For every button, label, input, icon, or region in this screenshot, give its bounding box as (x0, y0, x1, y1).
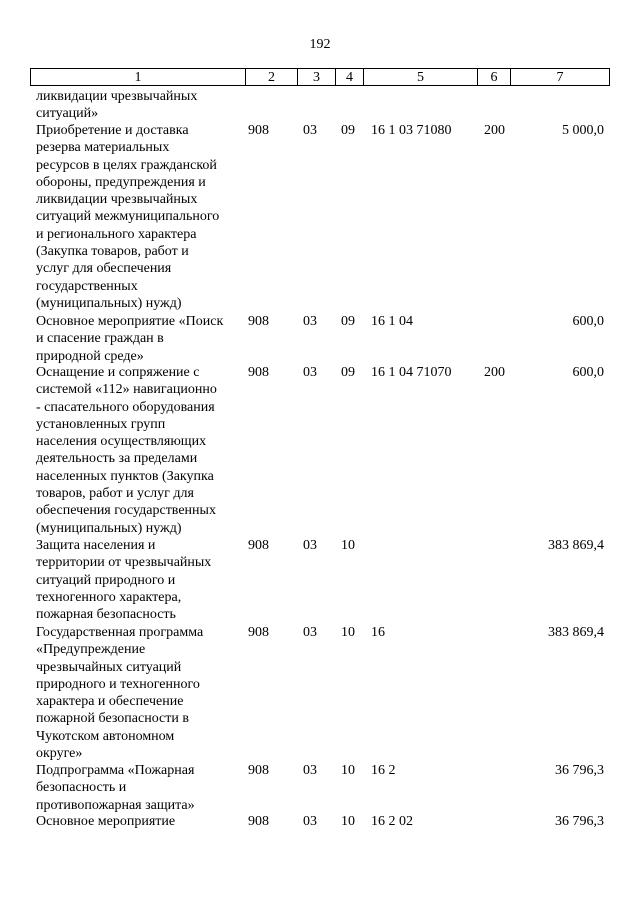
row-cell-c7: 36 796,3 (555, 763, 604, 778)
header-col-1: 1 (31, 69, 246, 85)
row-cell-c6: 200 (484, 365, 505, 380)
header-col-5: 5 (364, 69, 478, 85)
row-cell-c3: 03 (303, 123, 317, 138)
row-cell-c4: 09 (341, 314, 355, 329)
table-header (30, 68, 610, 86)
row-cell-c5: 16 1 03 71080 (371, 123, 452, 138)
row-description (36, 313, 248, 365)
row-cell-c7: 36 796,3 (555, 814, 604, 829)
description-line: ликвидации чрезвычайных (36, 89, 198, 104)
description-line: Чукотском автономном (36, 728, 175, 744)
description-line: Защита населения и (36, 538, 156, 553)
row-description (36, 762, 248, 814)
description-line: государственных (36, 278, 138, 294)
row-cell-c4: 10 (341, 814, 355, 829)
description-line: и регионального характера (36, 226, 197, 242)
row-cell-c2: 908 (248, 365, 269, 380)
row-cell-c5: 16 (371, 625, 385, 640)
row-cell-c7: 383 869,4 (548, 625, 604, 640)
description-line: характера и обеспечение (36, 694, 184, 710)
row-cell-c3: 03 (303, 365, 317, 380)
row-description (36, 624, 248, 762)
description-line: населенных пунктов (Закупка (36, 468, 214, 484)
row-cell-c3: 03 (303, 625, 317, 640)
row-description (36, 122, 248, 312)
description-line: деятельность за пределами (36, 451, 198, 467)
description-line: населения осуществляющих (36, 434, 207, 450)
description-line: (Закупка товаров, работ и (36, 244, 189, 260)
description-line: обеспечения государственных (36, 503, 216, 519)
row-cell-c5: 16 2 (371, 763, 396, 778)
description-line: резерва материальных (36, 140, 170, 156)
header-col-6: 6 (478, 69, 511, 85)
row-cell-c5: 16 1 04 71070 (371, 365, 452, 380)
description-line: Оснащение и сопряжение с (36, 365, 200, 380)
description-line: пожарной безопасности в (36, 711, 189, 727)
row-cell-c4: 09 (341, 365, 355, 380)
row-cell-c7: 5 000,0 (562, 123, 604, 138)
header-col-4: 4 (336, 69, 364, 85)
row-cell-c5: 16 1 04 (371, 314, 413, 329)
description-line: ликвидации чрезвычайных (36, 192, 198, 208)
description-line: Основное мероприятие «Поиск (36, 314, 224, 329)
row-cell-c5: 16 2 02 (371, 814, 413, 829)
row-cell-c2: 908 (248, 123, 269, 138)
description-line: Подпрограмма «Пожарная (36, 763, 195, 778)
description-line: обороны, предупреждения и (36, 174, 206, 190)
description-line: Основное мероприятие (36, 814, 176, 829)
row-cell-c3: 03 (303, 314, 317, 329)
description-line: услуг для обеспечения (36, 261, 172, 277)
description-line: ситуаций» (36, 106, 99, 122)
row-cell-c2: 908 (248, 314, 269, 329)
row-cell-c7: 600,0 (572, 365, 604, 380)
description-line: противопожарная защита» (36, 797, 195, 813)
row-description (36, 88, 248, 123)
description-line: ситуаций межмуниципального (36, 209, 220, 225)
row-description (36, 364, 248, 537)
description-line: установленных групп (36, 416, 166, 432)
description-line: Приобретение и доставка (36, 123, 189, 138)
row-cell-c2: 908 (248, 538, 269, 553)
row-cell-c6: 200 (484, 123, 505, 138)
row-cell-c4: 09 (341, 123, 355, 138)
header-col-3: 3 (298, 69, 336, 85)
description-line: товаров, работ и услуг для (36, 486, 194, 502)
description-line: и спасение граждан в (36, 331, 164, 347)
row-cell-c2: 908 (248, 763, 269, 778)
description-line: пожарная безопасность (36, 607, 176, 623)
row-cell-c3: 03 (303, 538, 317, 553)
description-line: безопасность и (36, 780, 127, 796)
header-col-7: 7 (556, 70, 564, 85)
row-cell-c2: 908 (248, 625, 269, 640)
description-line: (муниципальных) нужд) (36, 520, 182, 536)
header-col-2: 2 (246, 69, 298, 85)
description-line: природного и техногенного (36, 676, 200, 692)
row-cell-c7: 383 869,4 (548, 538, 604, 553)
row-description (36, 537, 248, 623)
description-line: техногенного характера, (36, 589, 182, 605)
description-line: (муниципальных) нужд) (36, 295, 182, 311)
description-line: чрезвычайных ситуаций (36, 659, 182, 675)
description-line: Государственная программа (36, 625, 204, 640)
page-number: 192 (309, 37, 331, 52)
row-cell-c7: 600,0 (572, 314, 604, 329)
description-line: природной среде» (36, 348, 144, 364)
description-line: - спасательного оборудования (36, 399, 215, 415)
description-line: ситуаций природного и (36, 572, 176, 588)
row-cell-c4: 10 (341, 763, 355, 778)
row-cell-c2: 908 (248, 814, 269, 829)
description-line: ресурсов в целях гражданской (36, 157, 217, 173)
description-line: системой «112» навигационно (36, 382, 217, 398)
row-cell-c3: 03 (303, 814, 317, 829)
description-line: территории от чрезвычайных (36, 555, 212, 571)
row-description (36, 813, 248, 830)
description-line: «Предупреждение (36, 642, 146, 658)
row-cell-c4: 10 (341, 538, 355, 553)
description-line: округе» (36, 746, 83, 762)
row-cell-c4: 10 (341, 625, 355, 640)
row-cell-c3: 03 (303, 763, 317, 778)
